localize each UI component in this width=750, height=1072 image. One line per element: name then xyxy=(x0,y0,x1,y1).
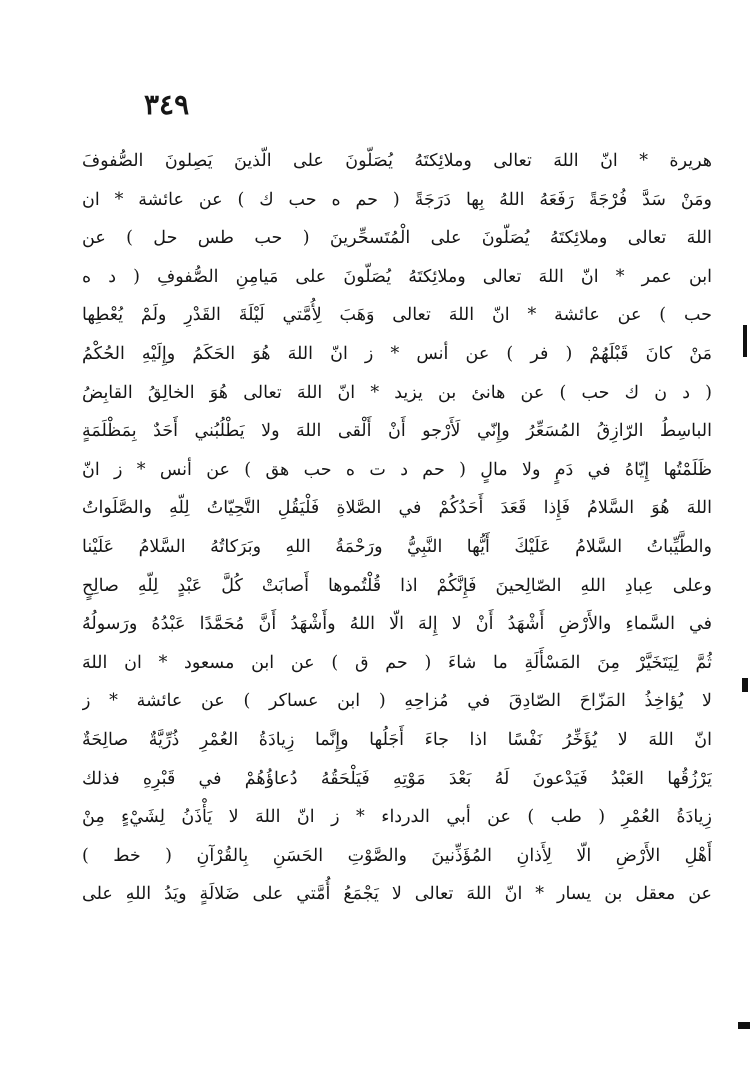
text-line: مَنْ كانَ قَبْلَهُمْ ( فر ) عن أنس * ز انّ اللهَ هُوَ الحَكَمُ وإِلَيْهِ الحُكْمُ xyxy=(82,343,712,364)
text-line: اللهَ هُوَ السَّلامُ فَإِذا قَعَدَ أَحَدُكُمْ في الصَّلاةِ فَلْيَقُلِ التَّحِيّاتُ لِلّهِ والصَّلَواتُ xyxy=(82,498,712,519)
page-number: ٣٤٩ xyxy=(144,88,190,121)
scan-binding-mark xyxy=(743,325,747,357)
text-line: عن معقل بن يسار * انّ اللهَ تعالى لا يَجْمَعُ أُمَّتي على ضَلالَةٍ ويَدُ اللهِ على xyxy=(82,884,712,905)
text-line: هريرة * انّ اللهَ تعالى وملائِكتَهُ يُصَلّونَ على الّذينَ يَصِلونَ الصُّفوفَ xyxy=(82,151,712,171)
text-line: أَهْلِ الأَرْضِ الّا لِأَذانِ المُؤَذِّنينَ والصَّوْتِ الحَسَنِ بِالقُرْآنِ ( خط ) xyxy=(82,845,712,866)
text-line: حب ) عن عائشة * انّ اللهَ تعالى وَهَبَ لِأُمَّتي لَيْلَةَ القَدْرِ ولَمْ يُعْطِها xyxy=(82,305,712,326)
text-line: الباسِطُ الرّازِقُ المُسَعِّرُ وإِنّي لَأَرْجو أَنْ أَلْقى اللهَ ولا يَطْلُبُني أَحَدٌ بِمَظْلَمَةٍ xyxy=(82,421,712,442)
text-line: ثُمَّ لِيَتَخَيَّرْ مِنَ المَسْأَلَةِ ما شاءَ ( حم ق ) عن ابن مسعود * ان اللهَ xyxy=(82,652,712,673)
text-line: انّ اللهَ لا يُؤَخِّرُ نَفْسًا اذا جاءَ أَجَلُها وإِنَّما زِيادَةُ العُمْرِ ذُرِّيَّةٌ صالِحَةٌ xyxy=(82,729,712,750)
text-line: ظَلَمْتُها إِيّاهُ في دَمٍ ولا مالٍ ( حم د ت ه حب هق ) عن أنس * ز انّ xyxy=(82,459,712,480)
text-line: ابن عمر * انّ اللهَ تعالى وملائِكتَهُ يُصَلّونَ على مَيامِنِ الصُّفوفِ ( د ه xyxy=(82,266,712,287)
text-line: زِيادَةُ العُمْرِ ( طب ) عن أبي الدرداء * ز انّ اللهَ لا يَأْذَنُ لِشَيْءٍ مِنْ xyxy=(82,807,712,828)
text-line: والطَّيِّباتُ السَّلامُ عَلَيْكَ أَيُّها النَّبِيُّ ورَحْمَةُ اللهِ وبَرَكاتُهُ السَّلامُ عَلَيْنا xyxy=(82,536,712,557)
scan-binding-mark xyxy=(742,678,748,692)
text-line: اللهَ تعالى وملائِكتَهُ يُصَلّونَ على الْمُتَسحِّرينَ ( حب طس حل ) عن xyxy=(82,228,712,249)
text-line: يَرْزُقُها العَبْدُ فَيَدْعونَ لَهُ بَعْدَ مَوْتِهِ فَيَلْحَقُهُ دُعاؤُهُمْ في قَبْرِهِ فذلك xyxy=(82,768,712,789)
hadith-text-block xyxy=(82,142,712,914)
text-line: وعلى عِبادِ اللهِ الصّالِحينَ فَإِنَّكُمْ اذا قُلْتُموها أَصابَتْ كُلَّ عَبْدٍ لِلّهِ صالِحٍ xyxy=(82,575,712,596)
text-line: في السَّماءِ والأَرْضِ أَشْهَدُ أَنْ لا إِلهَ الّا اللهُ وأَشْهَدُ أَنَّ مُحَمَّدًا عَبْدُهُ ورَسولُهُ xyxy=(82,614,712,635)
text-line: ( د ن ك حب ) عن هانئ بن يزيد * انّ اللهَ تعالى هُوَ الخالِقُ القابِضُ xyxy=(82,382,712,403)
text-line: لا يُؤاخِذُ المَزّاحَ الصّادِقَ في مُزاحِهِ ( ابن عساكر ) عن عائشة * ز xyxy=(82,691,712,712)
text-line: ومَنْ سَدَّ فُرْجَةً رَفَعَهُ اللهُ بِها دَرَجَةً ( حم ه حب ك ) عن عائشة * ان xyxy=(82,189,712,210)
scan-binding-mark xyxy=(738,1022,750,1029)
